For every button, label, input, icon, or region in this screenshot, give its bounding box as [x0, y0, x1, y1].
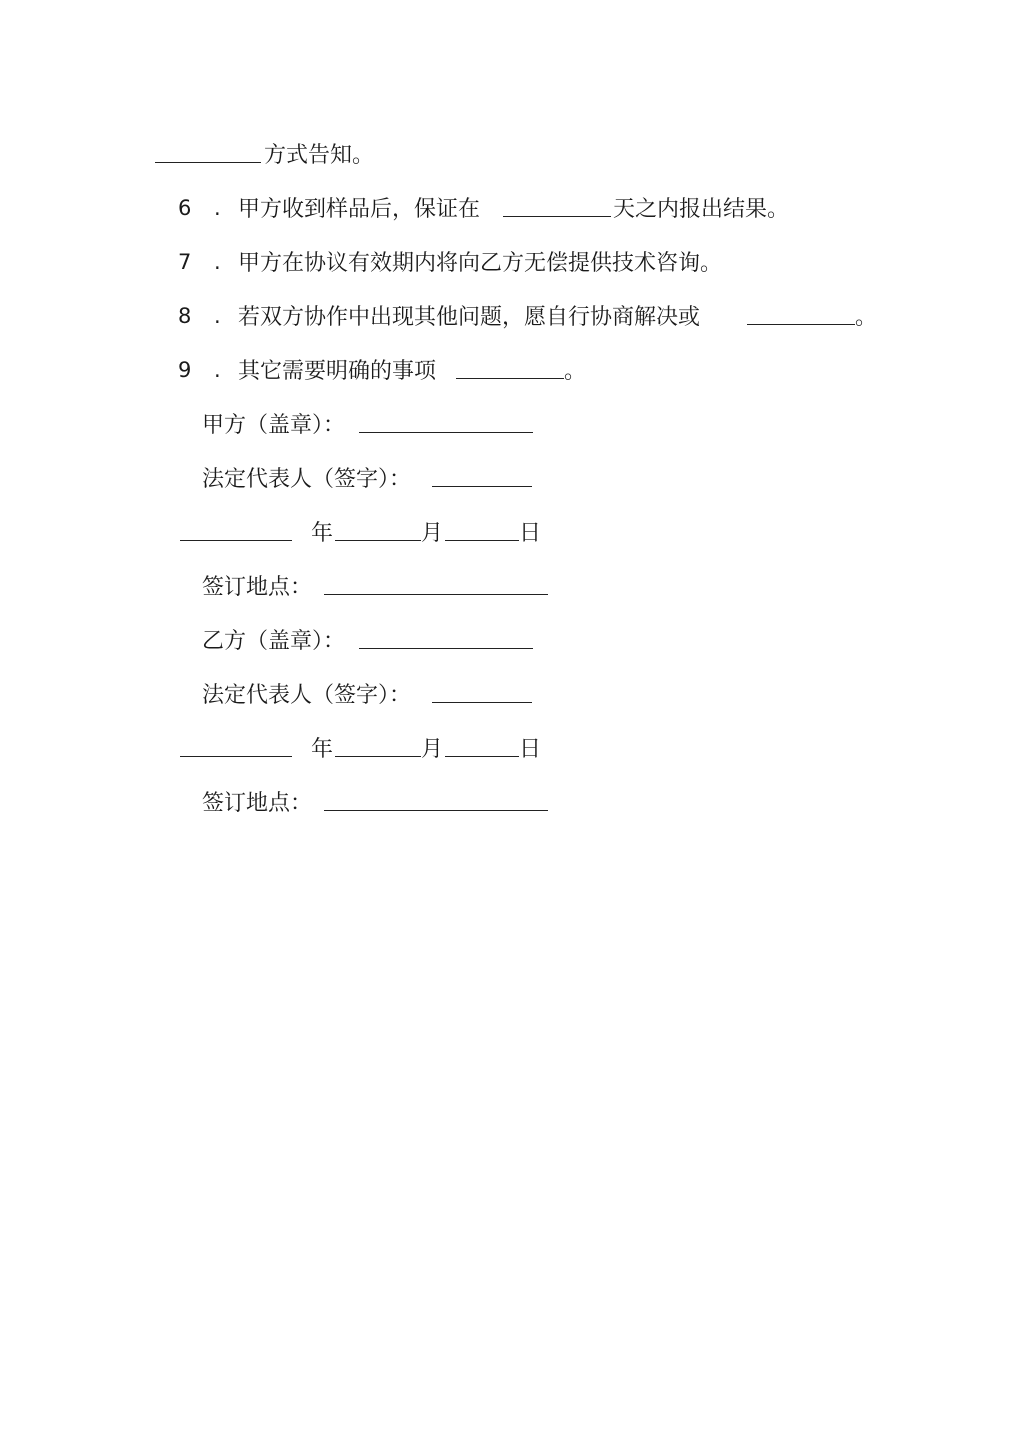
item-8-number: 8 [178, 304, 192, 328]
blank-resolution[interactable] [747, 298, 855, 325]
item-7-number: 7 [178, 250, 192, 274]
party-b-rep-field[interactable] [432, 676, 532, 703]
party-b-day-label: 日 [519, 737, 542, 762]
blank-notify-method[interactable] [155, 136, 261, 163]
item-7-dot: . [214, 250, 221, 274]
party-a-day-label: 日 [519, 521, 542, 546]
party-a-place-label: 签订地点： [202, 575, 313, 600]
party-b-year-field[interactable] [180, 730, 292, 757]
party-b-seal-field[interactable] [359, 622, 533, 649]
item-6-text-post: 天之内报出结果。 [613, 197, 790, 222]
party-a-seal-label: 甲方（盖章）： [202, 413, 346, 438]
blank-other-matters[interactable] [456, 352, 564, 379]
party-b-place-label: 签订地点： [202, 791, 313, 816]
item-6-number: 6 [178, 196, 192, 220]
blank-days[interactable] [503, 190, 611, 217]
party-a-seal-field[interactable] [359, 406, 533, 433]
item-5-text: 方式告知。 [264, 143, 375, 168]
item-9-dot: . [214, 358, 221, 382]
party-a-year-field[interactable] [180, 514, 292, 541]
item-7-text: 甲方在协议有效期内将向乙方无偿提供技术咨询。 [238, 251, 723, 276]
party-a-place-field[interactable] [324, 568, 548, 595]
party-b-year-label: 年 [311, 737, 334, 762]
party-a-month-label: 月 [421, 521, 444, 546]
party-a-day-field[interactable] [445, 514, 519, 541]
party-a-month-field[interactable] [335, 514, 421, 541]
party-b-month-field[interactable] [335, 730, 421, 757]
party-b-day-field[interactable] [445, 730, 519, 757]
party-a-rep-field[interactable] [432, 460, 532, 487]
party-a-rep-label: 法定代表人（签字）： [202, 467, 412, 492]
item-6-text-pre: 甲方收到样品后，保证在 [238, 197, 481, 222]
item-6-dot: . [214, 196, 221, 220]
party-b-month-label: 月 [421, 737, 444, 762]
item-9-number: 9 [178, 358, 192, 382]
item-9-text-pre: 其它需要明确的事项 [238, 359, 437, 384]
item-8-text-post: 。 [855, 305, 878, 330]
item-8-text-pre: 若双方协作中出现其他问题，愿自行协商解决或 [238, 305, 701, 330]
party-a-year-label: 年 [311, 521, 334, 546]
party-b-seal-label: 乙方（盖章）： [202, 629, 346, 654]
item-8-dot: . [214, 304, 221, 328]
party-b-place-field[interactable] [324, 784, 548, 811]
party-b-rep-label: 法定代表人（签字）： [202, 683, 412, 708]
item-9-text-post: 。 [564, 359, 587, 384]
